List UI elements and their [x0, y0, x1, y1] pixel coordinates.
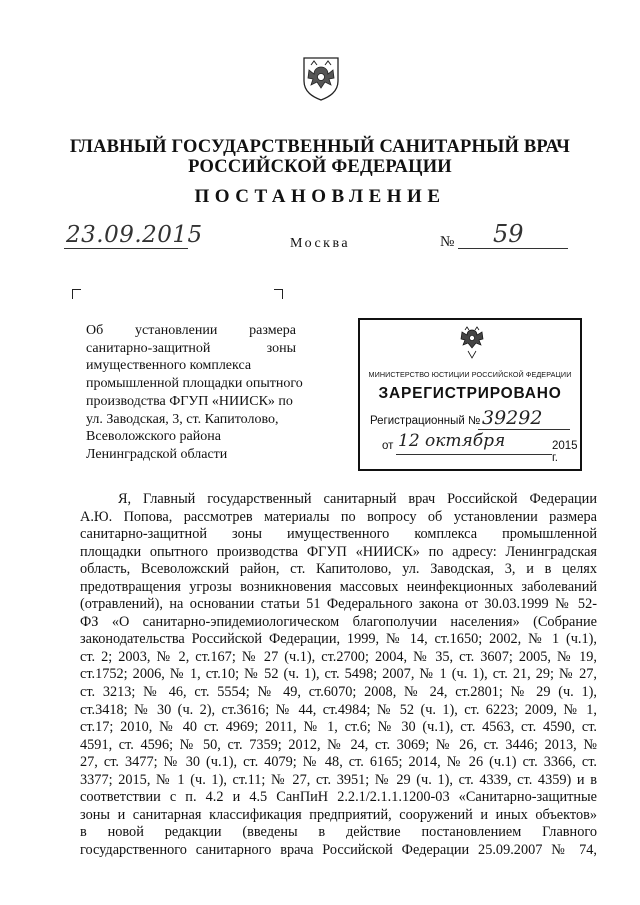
subject-line: производства ФГУП «НИИСК» по	[86, 393, 293, 409]
body-line: государственного санитарного врача Российской Федерации 25.09.2007 № 74,	[80, 841, 597, 858]
body-line: ст. 2; 2003, № 2, ст.167; № 27 (ч.1), ст.2700; 2004, № 35, ст. 3607; 2005, № 19,	[80, 648, 597, 665]
document-subject	[86, 322, 303, 464]
body-line: ст. 3213; № 46, ст. 5554; № 49, ст.6070; 2008, № 24, ст.2801; № 29 (ч. 1),	[80, 684, 597, 701]
subject-line: Всеволожского района	[86, 429, 221, 445]
body-line: ст.3418; № 30 (ч. 2), ст.3616; № 44, ст.4984; № 52 (ч. 1), ст. 6223; 2009, № 1,	[80, 701, 597, 718]
stamp-number-underline	[478, 429, 570, 430]
body-line: область, Всеволожский район, ст. Капитолово, ул. Заводская, 3, и в целях	[80, 561, 597, 578]
body-line: Я, Главный государственный санитарный врач Российской Федерации	[118, 491, 597, 507]
stamp-ministry: МИНИСТЕРСТВО ЮСТИЦИИ РОССИЙСКОЙ ФЕДЕРАЦИИ	[368, 370, 572, 379]
document-number: 59	[493, 220, 524, 248]
body-line: ст.17; 2010, № 40 ст. 4969; 2011, № 1, ст.6; № 30 (ч.1), ст. 4563, ст. 4590, ст.	[80, 719, 597, 736]
body-line: 4591, ст. 4596; № 50, ст. 7359; 2012, № 24, ст. 3069; № 26, ст. 3446; 2013, №	[80, 736, 597, 753]
body-line: законодательства Российской Федерации, 1999, № 14, ст.1650; 2002, № 1 (ч.1),	[80, 631, 597, 648]
stamp-emblem-icon	[457, 326, 487, 360]
body-line: зоны и санитарная классификация предприятий, сооружений и иных объектов»	[80, 806, 597, 823]
body-line: (отравлений), на основании статьи 51 Федерального закона от 30.03.1999 № 52-	[80, 596, 597, 613]
subject-corner-left	[72, 289, 81, 299]
number-label: №	[440, 234, 455, 250]
coat-of-arms-emblem	[299, 55, 343, 101]
document-city: Москва	[290, 236, 351, 251]
body-line: 3377; 2015, № 1 (ч. 1), ст.11; № 27, ст. 3951; № 29 (ч. 1), ст. 4339, ст. 4359) и в	[80, 771, 597, 788]
subject-line: ул. Заводская, 3, ст. Капитолово,	[86, 411, 279, 427]
stamp-date-underline	[396, 454, 552, 455]
issuer-title-country: РОССИЙСКОЙ ФЕДЕРАЦИИ	[188, 157, 452, 177]
body-line: предотвращения угрозы возникновения массовых неинфекционных заболеваний	[80, 578, 597, 595]
subject-corner-right	[274, 289, 283, 299]
subject-line: Об установлении размера	[86, 323, 296, 338]
body-line: ст.1752; 2006, № 1, ст.10; № 52 (ч. 1), ст. 5498; 2007, № 1 (ч. 1), ст. 21, 29; № 27,	[80, 666, 597, 683]
issuer-title: ГЛАВНЫЙ ГОСУДАРСТВЕННЫЙ САНИТАРНЫЙ ВРАЧ	[69, 137, 571, 157]
stamp-date: 12 октября	[398, 431, 506, 451]
body-line: ФЗ «О санитарно-эпидемиологическом благополучии населения» (Собрание	[80, 613, 597, 630]
document-date: 23.09.2015	[66, 222, 203, 248]
date-underline	[64, 248, 188, 249]
stamp-year-suffix: 2015 г.	[552, 440, 578, 464]
document-type: ПОСТАНОВЛЕНИЕ	[194, 186, 446, 207]
number-underline	[458, 248, 568, 249]
stamp-reg-number: 39292	[482, 407, 543, 429]
subject-line: промышленной площадки опытного	[86, 376, 303, 392]
body-line: площадки опытного производства ФГУП «НИИСК» по адресу: Ленинградская	[80, 543, 597, 560]
subject-line: Ленинградской области	[86, 446, 228, 462]
subject-line: имущественного комплекса	[86, 358, 252, 374]
body-line: санитарно-защитной зоны имущественного комплекса промышленной	[80, 526, 597, 543]
body-line: в новой редакции (введены в действие постановлением Главного	[80, 824, 597, 841]
stamp-reg-label: Регистрационный №	[370, 415, 481, 427]
stamp-from-label: от	[382, 440, 394, 452]
body-line: А.Ю. Попова, рассмотрев материалы по вопросу об установлении размера	[80, 508, 597, 525]
body-line: соответствии с п. 4.2 и 4.5 СанПиН 2.2.1/2.1.1.1200-03 «Санитарно-защитные	[80, 789, 597, 806]
stamp-registered: ЗАРЕГИСТРИРОВАНО	[378, 385, 562, 402]
document-body	[80, 491, 597, 859]
subject-line: санитарно-защитной зоны	[86, 340, 296, 356]
body-line: 27, ст. 3477; № 30 (ч.1), ст. 4079; № 48, ст. 6165; 2014, № 26 (ч.1) ст. 3366, ст.	[80, 754, 597, 771]
registration-stamp	[358, 318, 582, 471]
